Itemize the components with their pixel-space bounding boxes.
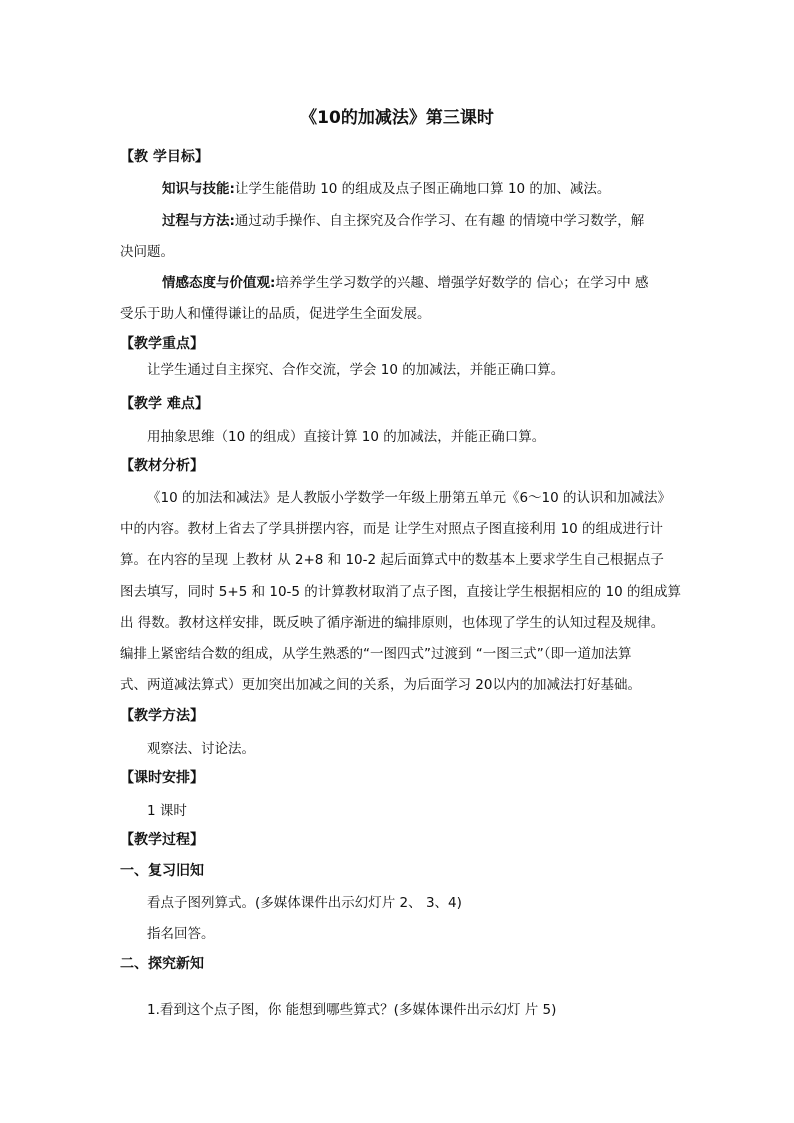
- analysis-line: 图去填写，同时 5+5 和 10-5 的计算教材取消了点子图，直接让学生根据相应的 10 的组成算: [120, 584, 682, 600]
- method-text: 观察法、讨论法。: [147, 741, 255, 757]
- knowledge-label: 知识与技能:: [162, 181, 235, 197]
- difficulty-text: 用抽象思维（10 的组成）直接计算 10 的加减法，并能正确口算。: [147, 429, 546, 445]
- process-label: 过程与方法:: [162, 213, 235, 229]
- page-title: 《10的加减法》第三课时: [300, 108, 494, 128]
- analysis-line: 算。在内容的呈现 上教材 从 2+8 和 10-2 起后面算式中的数基本上要求学生自己根据点子: [120, 552, 664, 568]
- emotion-text-2: 受乐于助人和懂得谦让的品质，促进学生全面发展。: [120, 306, 431, 322]
- method-heading: 【教学方法】: [120, 708, 204, 724]
- analysis-heading: 【教材分析】: [120, 458, 204, 474]
- schedule-text: 1 课时: [147, 803, 187, 819]
- knowledge-text: 让学生能借助 10 的组成及点子图正确地口算 10 的加、减法。: [234, 181, 611, 197]
- review-line-1: 看点子图列算式。(多媒体课件出示幻灯片 2、 3、4): [147, 895, 462, 911]
- process-heading: 【教学过程】: [120, 832, 204, 848]
- schedule-heading: 【课时安排】: [120, 770, 204, 786]
- goals-emotion: [162, 271, 649, 291]
- emotion-label: 情感态度与价值观:: [162, 275, 276, 291]
- explore-heading: 二、探究新知: [120, 956, 204, 972]
- analysis-line: 《10 的加法和减法》是人教版小学数学一年级上册第五单元《6～10 的认识和加减法》: [147, 490, 672, 506]
- goals-knowledge: [162, 177, 610, 197]
- process-text-2: 决问题。: [120, 244, 174, 260]
- goals-process: [162, 209, 644, 229]
- goals-heading: 【教 学目标】: [120, 149, 209, 165]
- key-point-heading: 【教学重点】: [120, 336, 204, 352]
- emotion-text-1: 培养学生学习数学的兴趣、增强学好数学的 信心；在学习中 感: [275, 275, 649, 291]
- analysis-line: 出 得数。教材这样安排，既反映了循序渐进的编排原则，也体现了学生的认知过程及规律。: [120, 615, 665, 631]
- difficulty-heading: 【教学 难点】: [120, 396, 209, 412]
- process-text-1: 通过动手操作、自主探究及合作学习、在有趣 的情境中学习数学，解: [234, 213, 645, 229]
- review-line-2: 指名回答。: [147, 926, 215, 942]
- analysis-line: 编排上紧密结合数的组成，从学生熟悉的“一图四式”过渡到 “一图三式”（即一道加法算: [120, 646, 632, 662]
- explore-line-1: 1.看到这个点子图，你 能想到哪些算式？(多媒体课件出示幻灯 片 5): [147, 1002, 557, 1018]
- review-heading: 一、复习旧知: [120, 863, 204, 879]
- analysis-line: 式、两道减法算式）更加突出加减之间的关系，为后面学习 20以内的加减法打好基础。: [120, 677, 641, 693]
- key-point-text: 让学生通过自主探究、合作交流，学会 10 的加减法，并能正确口算。: [147, 362, 565, 378]
- analysis-line: 中的内容。教材上省去了学具拼摆内容，而是 让学生对照点子图直接利用 10 的组成进行计: [120, 521, 664, 537]
